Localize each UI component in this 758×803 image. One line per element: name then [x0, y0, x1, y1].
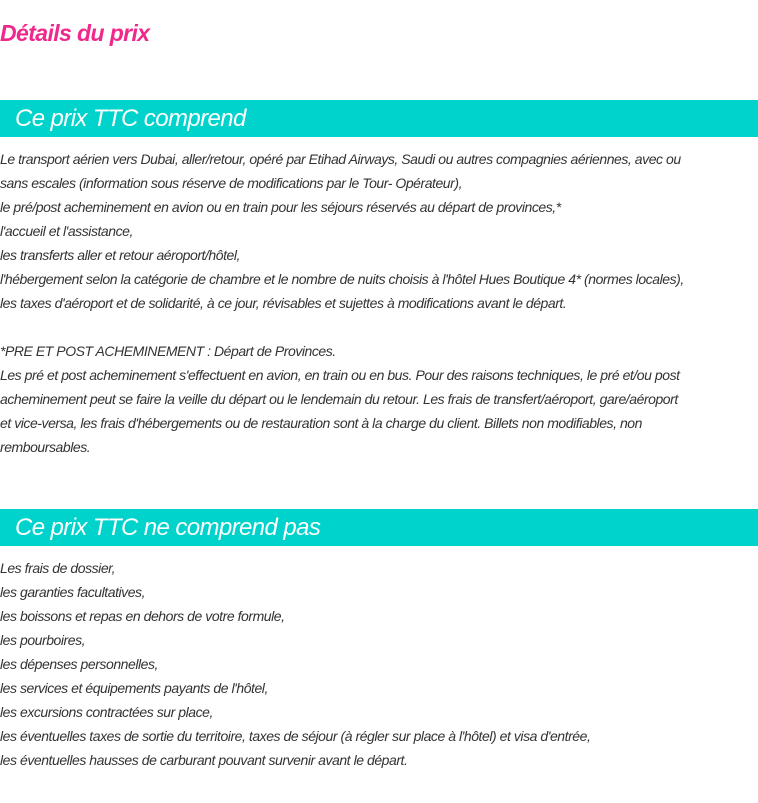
note-line: acheminement peut se faire la veille du départ ou le lendemain du retour. Les frais de transfert/aéroport, gare/aéroport [0, 391, 678, 407]
list-item: le pré/post acheminement en avion ou en train pour les séjours réservés au départ de provinces,* [0, 199, 561, 215]
page-title: Détails du prix [0, 20, 150, 46]
list-item: les excursions contractées sur place, [0, 704, 213, 720]
list-item: les transferts aller et retour aéroport/hôtel, [0, 247, 240, 263]
section-heading-excluded: Ce prix TTC ne comprend pas [0, 509, 758, 546]
list-item: les boissons et repas en dehors de votre formule, [0, 608, 285, 624]
note-title: *PRE ET POST ACHEMINEMENT : Départ de Provinces. [0, 343, 336, 359]
list-item: l'accueil et l'assistance, [0, 223, 133, 239]
included-list [0, 147, 758, 459]
list-item: les garanties facultatives, [0, 584, 146, 600]
list-item: Les frais de dossier, [0, 560, 116, 576]
list-item: Le transport aérien vers Dubai, aller/retour, opéré par Etihad Airways, Saudi ou autres compagnies aériennes, avec ou [0, 151, 681, 167]
list-item: les services et équipements payants de l'hôtel, [0, 680, 268, 696]
note-line: et vice-versa, les frais d'hébergements ou de restauration sont à la charge du client. Billets non modifiables, non [0, 415, 642, 431]
list-item: les dépenses personnelles, [0, 656, 158, 672]
list-item: les éventuelles hausses de carburant pouvant survenir avant le départ. [0, 752, 408, 768]
list-item: les pourboires, [0, 632, 86, 648]
excluded-list [0, 556, 758, 772]
note-line: remboursables. [0, 439, 91, 455]
list-item: les éventuelles taxes de sortie du territoire, taxes de séjour (à régler sur place à l'hôtel) et visa d'entrée, [0, 728, 591, 744]
list-item: l'hébergement selon la catégorie de chambre et le nombre de nuits choisis à l'hôtel Hues Boutique 4* (normes locales), [0, 271, 684, 287]
note-line: Les pré et post acheminement s'effectuent en avion, en train ou en bus. Pour des raisons techniques, le pré et/ou post [0, 367, 680, 383]
list-item: les taxes d'aéroport et de solidarité, à ce jour, révisables et sujettes à modifications avant le départ. [0, 295, 567, 311]
section-heading-included: Ce prix TTC comprend [0, 100, 758, 137]
list-item: sans escales (information sous réserve de modifications par le Tour- Opérateur), [0, 175, 463, 191]
